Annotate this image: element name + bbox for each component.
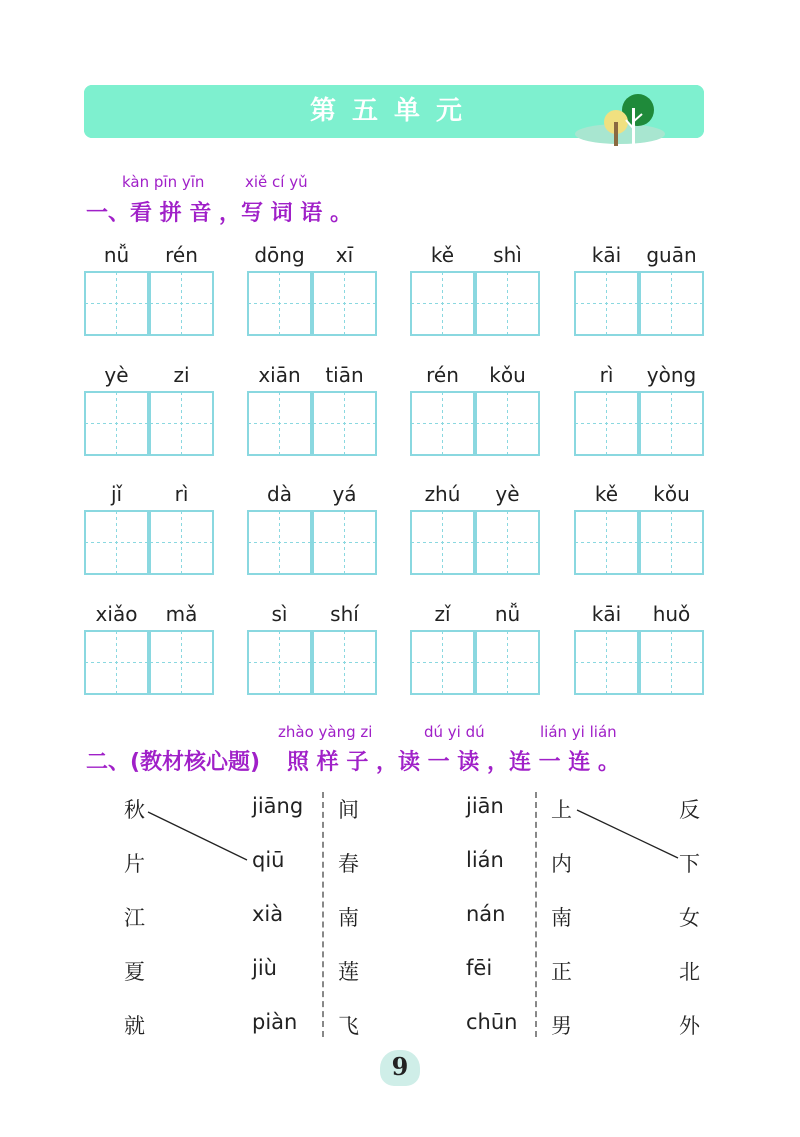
antonym-item[interactable]: 反: [679, 798, 700, 822]
pinyin-syllable: kǒu: [489, 363, 526, 387]
pinyin-syllable: rì: [599, 363, 614, 387]
hanzi-item[interactable]: 夏: [124, 960, 145, 984]
pinyin-item[interactable]: jiāng: [252, 794, 304, 818]
section2-pinyin-c: lián yi lián: [540, 723, 617, 741]
pinyin-item[interactable]: jiù: [252, 956, 277, 980]
section1-pinyin-a: kàn pīn yīn: [122, 173, 205, 191]
pinyin-item[interactable]: jiān: [466, 794, 504, 818]
hanzi-item[interactable]: 就: [124, 1014, 145, 1038]
pinyin-syllable: yá: [332, 482, 357, 506]
hanzi-item[interactable]: 正: [551, 960, 572, 984]
pinyin-syllable: huǒ: [652, 602, 691, 626]
hanzi-item[interactable]: 莲: [338, 960, 359, 984]
hanzi-item[interactable]: 男: [551, 1014, 572, 1038]
unit-title: 第五单元: [309, 96, 478, 126]
hanzi-item[interactable]: 江: [124, 906, 145, 930]
pinyin-syllable: kǒu: [653, 482, 690, 506]
pinyin-syllable: tiān: [325, 363, 364, 387]
pinyin-item[interactable]: fēi: [466, 956, 493, 980]
section2-title: 照 样 子 ，读 一 读 ，连 一 连 。: [287, 750, 620, 775]
pinyin-syllable: yè: [104, 363, 129, 387]
pinyin-syllable: xī: [335, 243, 354, 267]
section2-pinyin-b: dú yi dú: [424, 723, 485, 741]
pinyin-item[interactable]: nán: [466, 902, 506, 926]
pinyin-syllable: zi: [173, 363, 190, 387]
antonym-item[interactable]: 女: [679, 906, 700, 930]
antonym-item[interactable]: 北: [679, 960, 700, 984]
hanzi-item[interactable]: 片: [124, 852, 145, 876]
page-number: 9: [391, 1052, 409, 1081]
pinyin-syllable: rén: [426, 363, 459, 387]
antonym-item[interactable]: 外: [679, 1014, 700, 1038]
pinyin-item[interactable]: qiū: [252, 848, 285, 872]
hanzi-item[interactable]: 间: [338, 798, 359, 822]
pinyin-syllable: shì: [493, 243, 522, 267]
hanzi-item[interactable]: 秋: [124, 798, 145, 822]
pinyin-syllable: rì: [174, 482, 189, 506]
example-line-xia: [577, 810, 678, 858]
section2-title-prefix: 二、(教材核心题): [86, 750, 261, 775]
pinyin-syllable: zhú: [424, 482, 461, 506]
pinyin-syllable: sì: [271, 602, 288, 626]
pinyin-item[interactable]: lián: [466, 848, 504, 872]
pinyin-syllable: kāi: [591, 243, 622, 267]
pinyin-syllable: zǐ: [434, 602, 451, 626]
section1-pinyin-b: xiě cí yǔ: [245, 173, 308, 191]
pinyin-syllable: dōng: [254, 243, 305, 267]
pinyin-item[interactable]: piàn: [252, 1010, 298, 1034]
antonym-item[interactable]: 下: [679, 852, 700, 876]
hanzi-item[interactable]: 上: [551, 798, 572, 822]
hanzi-item[interactable]: 春: [338, 852, 359, 876]
pinyin-item[interactable]: chūn: [466, 1010, 518, 1034]
hanzi-item[interactable]: 飞: [338, 1014, 359, 1038]
pinyin-syllable: guān: [646, 243, 697, 267]
pinyin-item[interactable]: xià: [252, 902, 284, 926]
section1-title: 一、看 拼 音 ，写 词 语 。: [86, 201, 352, 226]
pinyin-syllable: xiān: [258, 363, 301, 387]
pinyin-syllable: kāi: [591, 602, 622, 626]
pinyin-syllable: nǚ: [494, 602, 521, 626]
pinyin-syllable: mǎ: [165, 602, 198, 626]
example-line-qiu: [148, 812, 247, 860]
pinyin-syllable: xiǎo: [95, 602, 138, 626]
pinyin-syllable: yè: [495, 482, 520, 506]
pinyin-syllable: kě: [430, 243, 455, 267]
pinyin-syllable: jǐ: [110, 482, 123, 506]
pinyin-syllable: nǚ: [103, 243, 130, 267]
hanzi-item[interactable]: 内: [551, 852, 572, 876]
pinyin-syllable: rén: [165, 243, 198, 267]
hanzi-item[interactable]: 南: [551, 906, 572, 930]
pinyin-syllable: kě: [594, 482, 619, 506]
hanzi-item[interactable]: 南: [338, 906, 359, 930]
pinyin-syllable: dà: [267, 482, 292, 506]
section2-pinyin-a: zhào yàng zi: [278, 723, 373, 741]
pinyin-syllable: shí: [330, 602, 359, 626]
pinyin-syllable: yòng: [646, 363, 697, 387]
